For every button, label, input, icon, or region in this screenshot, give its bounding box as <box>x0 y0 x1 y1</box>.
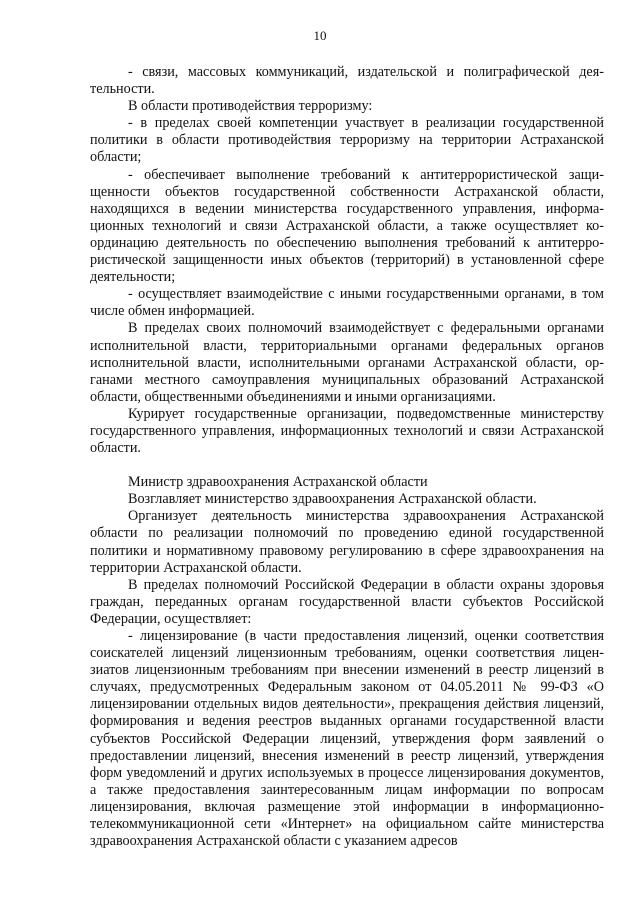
paragraph-supervision: Курирует государственные организации, подведомственные министерству государственного управления, информационных технологий и связи Астраханской области. <box>90 405 604 457</box>
paragraph-interaction: - осуществляет взаимодействие с иными государственными органами, в том числе обмен информацией. <box>90 286 604 320</box>
page-number: 10 <box>313 28 327 43</box>
paragraph-heads-ministry: Возглавляет министерство здравоохранения Астраханской области. <box>128 491 537 508</box>
paragraph-counter-terrorism-policy: - в пределах своей компетенции участвует в реализации государственной политики в области противодействия терроризму на территории Астраханской области; <box>90 115 604 166</box>
paragraph-federal-powers: В пределах полномочий Российской Федерации в области охраны здоровья граждан, переданных органам государственной власти субъектов Российской Федерации, осуществляет: <box>90 576 604 627</box>
paragraph-communications-item: - связи, массовых коммуникаций, издательской и полиграфической деятельности. <box>90 64 604 98</box>
paragraph-anti-terror-protection: - обеспечивает выполнение требований к антитеррористической защищенности объектов государственной собственности Астраханской области, находящихся в ведении министерства государственного управления, информационных технологий и связи Астраханской области, а также осуществляет координацию деятельность по обеспечению выполнения требований к антитеррористической защищенности иных объектов (территорий) в установленной сфере деятельности; <box>90 166 604 286</box>
paragraph-licensing: - лицензирование (в части предоставления лицензий, оценки соответствия соискателей лицензий лицензионным требованиям, оценки соответствия лицензиатов лицензионным требованиям при внесении изменений в реестр лицензий в случаях, предусмотренных Федеральным законом от 04.05.2011 № 99-ФЗ «О лицензировании отдельных видов деятельности», прекращения действия лицензий, формирования и ведения реестров выданных органами государственной власти субъектов Российской Федерации лицензий, утверждения форм заявлений о предоставлении лицензий, внесения изменений в реестр лицензий, утверждения форм уведомлений и других используемых в процессе лицензирования документов, а также предоставления заинтересованным лицам информации по вопросам лицензирования, включая размещение этой информации в информационно-телекоммуникационной сети «Интернет» на официальном сайте министерства здравоохранения Астраханской области с указанием адресов <box>90 628 604 850</box>
section-heading-health-minister: Министр здравоохранения Астраханской области <box>128 474 428 491</box>
document-body <box>90 64 604 850</box>
paragraph-cooperation: В пределах своих полномочий взаимодействует с федеральными органами исполнительной власти, территориальными органами федеральных органов исполнительной власти, исполнительными органами Астраханской области, органами местного самоуправления муниципальных образований Астраханской области, общественными объединениями и иными организациями. <box>90 320 604 405</box>
paragraph-organizes-activity: Организует деятельность министерства здравоохранения Астраханской области по реализации полномочий по проведению единой государственной политики и нормативному правовому регулированию в сфере здравоохранения на территории Астраханской области. <box>90 508 604 576</box>
paragraph-counter-terrorism-heading: В области противодействия терроризму: <box>128 98 373 115</box>
